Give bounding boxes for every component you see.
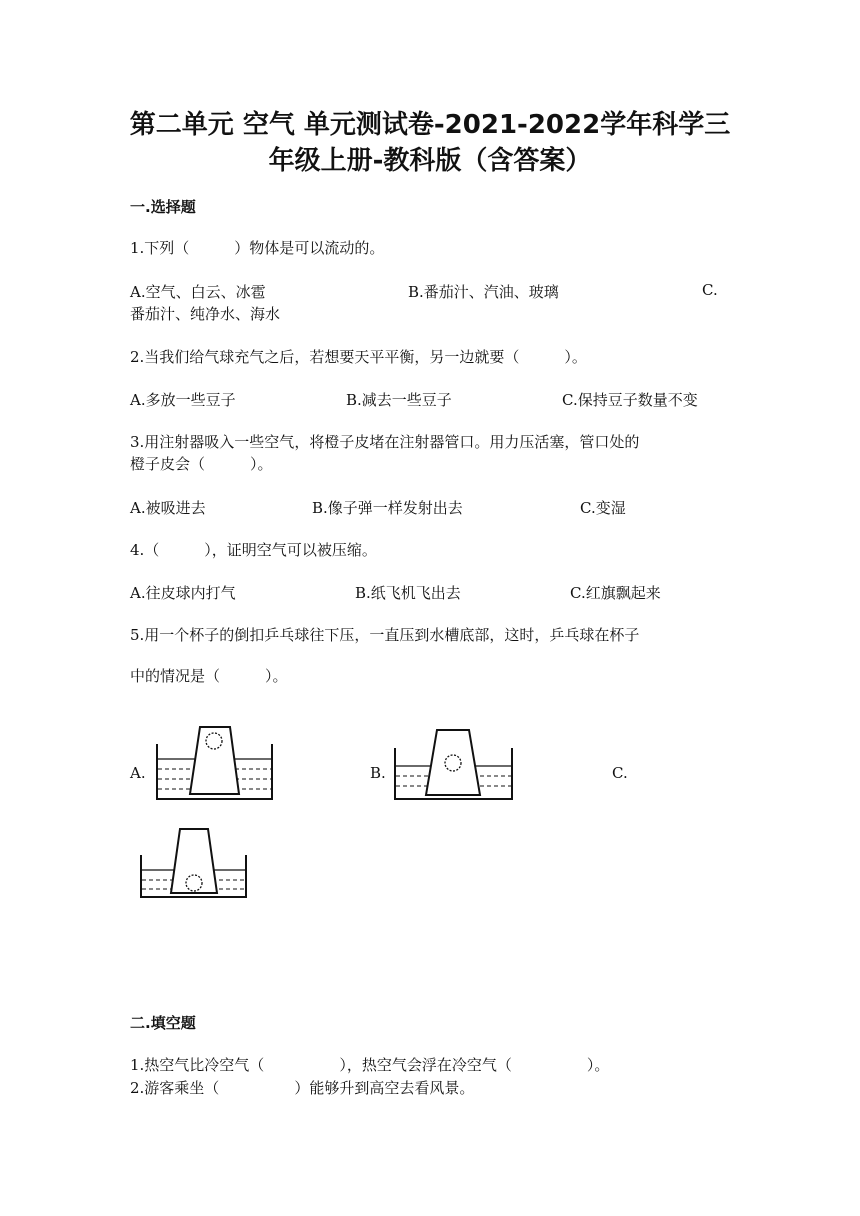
q1-option-c-prefix: C. xyxy=(702,281,718,299)
fill-q1: 1.热空气比冷空气（ ），热空气会浮在冷空气（ ）。 xyxy=(130,1056,610,1074)
q3-stem-line-1: 3.用注射器吸入一些空气，将橙子皮堵在注射器管口。用力压活塞，管口处的 xyxy=(130,433,640,451)
q3-option-a: A.被吸进去 xyxy=(130,499,206,517)
q2-stem: 2.当我们给气球充气之后，若想要天平平衡，另一边就要（ ）。 xyxy=(130,348,587,366)
q5-option-c-diagram xyxy=(138,825,250,901)
q4-option-b: B.纸飞机飞出去 xyxy=(355,584,461,602)
fill-q2: 2.游客乘坐（ ）能够升到高空去看风景。 xyxy=(130,1079,475,1097)
section-choice-heading: 一.选择题 xyxy=(130,198,196,216)
q5-stem-line-1: 5.用一个杯子的倒扣乒乓球往下压，一直压到水槽底部，这时，乒乓球在杯子 xyxy=(130,626,640,644)
q1-option-c-text: 番茄汁、纯净水、海水 xyxy=(130,305,281,323)
q3-option-b: B.像子弹一样发射出去 xyxy=(312,499,463,517)
q2-option-a: A.多放一些豆子 xyxy=(130,391,236,409)
section-fill-heading: 二.填空题 xyxy=(130,1014,196,1032)
q5-option-a-label: A. xyxy=(130,764,146,782)
page-title-line-1: 第二单元 空气 单元测试卷-2021-2022学年科学三 xyxy=(129,110,731,140)
q4-option-c: C.红旗飘起来 xyxy=(570,584,661,602)
q2-option-b: B.减去一些豆子 xyxy=(346,391,452,409)
q5-option-b-label: B. xyxy=(370,764,386,782)
q4-stem: 4.（ ），证明空气可以被压缩。 xyxy=(130,541,377,559)
q1-option-b: B.番茄汁、汽油、玻璃 xyxy=(408,283,559,301)
q2-option-c: C.保持豆子数量不变 xyxy=(562,391,698,409)
q4-option-a: A.往皮球内打气 xyxy=(130,584,236,602)
q5-option-c-label: C. xyxy=(612,764,628,782)
q3-stem-line-2: 橙子皮会（ ）。 xyxy=(130,455,273,473)
page-title-line-2: 年级上册-教科版（含答案） xyxy=(268,146,592,176)
q5-option-b-diagram xyxy=(392,726,516,802)
q3-option-c: C.变湿 xyxy=(580,499,626,517)
q1-stem: 1.下列（ ）物体是可以流动的。 xyxy=(130,239,385,257)
q5-option-a-diagram xyxy=(154,722,276,802)
q1-option-a: A.空气、白云、冰雹 xyxy=(130,283,266,301)
q5-stem-line-2: 中的情况是（ ）。 xyxy=(130,667,288,685)
